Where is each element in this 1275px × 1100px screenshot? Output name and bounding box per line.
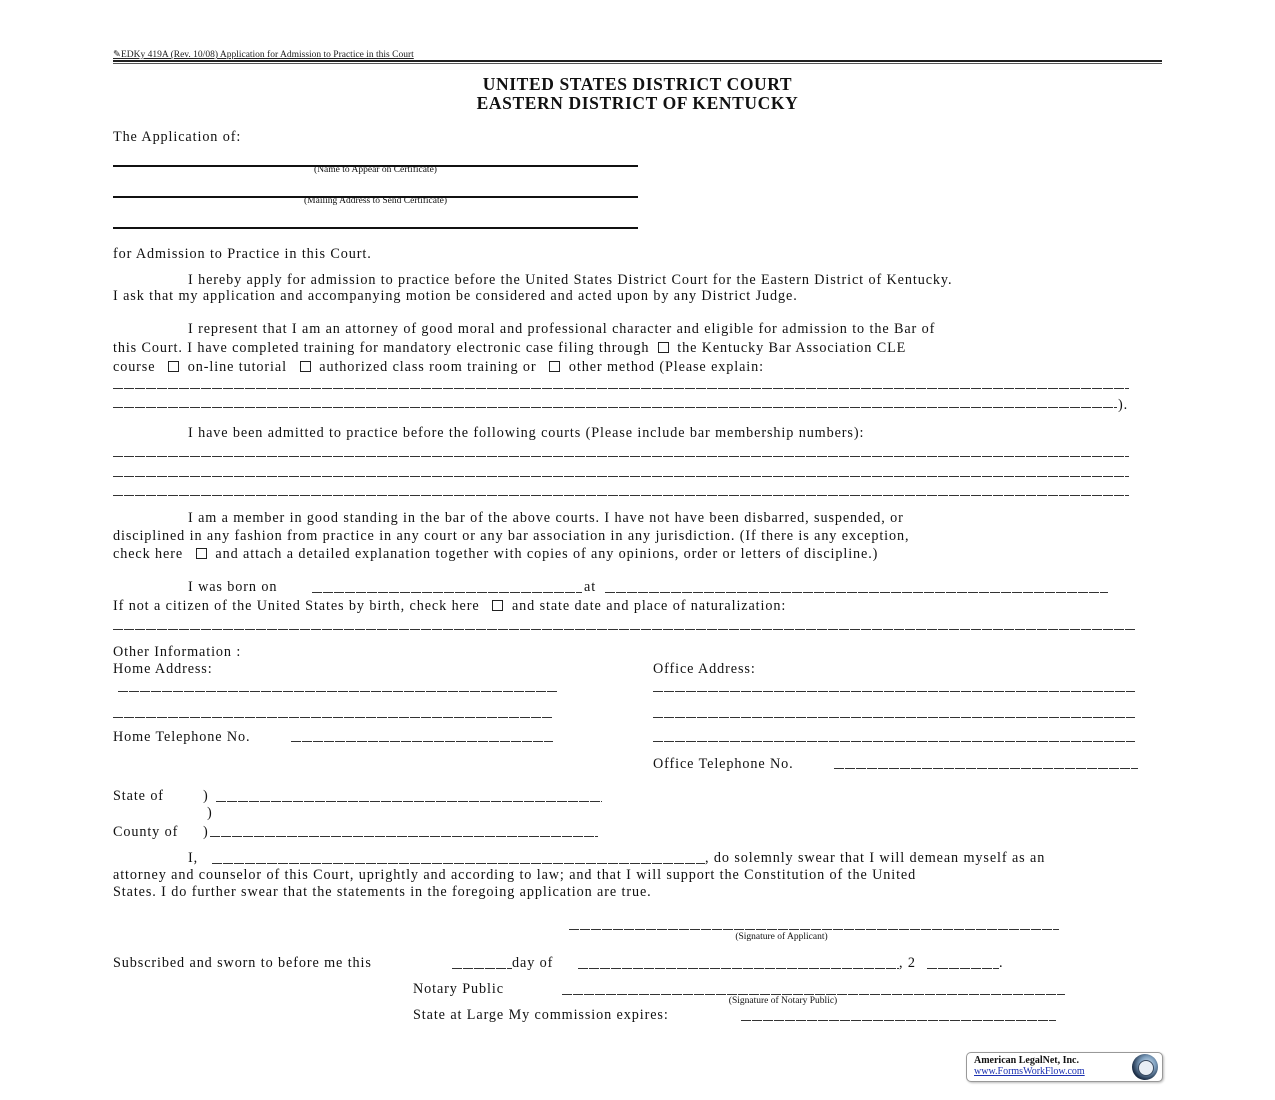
online-tutorial-checkbox[interactable]	[168, 361, 179, 372]
applicant-signature-caption: (Signature of Applicant)	[735, 932, 828, 942]
other-method-checkbox[interactable]	[549, 361, 560, 372]
good-standing-line1: I am a member in good standing in the bar of the above courts. I have not have been disbarred, suspended, or	[188, 510, 904, 526]
subscribed-label: Subscribed and sworn to before me this	[113, 955, 372, 971]
year-field[interactable]	[927, 968, 999, 969]
naturalization-field[interactable]	[113, 629, 1135, 630]
oath-line1-suffix: , do solemnly swear that I will demean myself as an	[705, 850, 1046, 866]
admitted-courts-statement: I have been admitted to practice before the following courts (Please include bar membership numbers):	[188, 425, 865, 441]
paren: )	[207, 805, 213, 821]
apply-statement-line2: I ask that my application and accompanying motion be considered and acted upon by any District Judge.	[113, 288, 798, 304]
name-caption: (Name to Appear on Certificate)	[314, 165, 437, 175]
paren: )	[203, 824, 209, 840]
globe-icon	[1132, 1054, 1158, 1080]
born-at-label: at	[584, 579, 597, 595]
company-url-link[interactable]: www.FormsWorkFlow.com	[974, 1066, 1085, 1077]
admitted-courts-line1[interactable]	[113, 456, 1129, 457]
state-field[interactable]	[216, 801, 602, 802]
paren: )	[203, 788, 209, 804]
year-prefix: , 2	[899, 955, 916, 971]
notary-signature-field[interactable]	[562, 994, 1065, 995]
represent-statement-line2: this Court. I have completed training for mandatory electronic case filing through the Kentucky Bar Association CLE	[113, 340, 907, 356]
header-rule	[113, 60, 1162, 62]
year-suffix: .	[999, 955, 1004, 971]
form-reference: ✎EDKy 419A (Rev. 10/08) Application for Admission to Practice in this Court	[113, 50, 414, 60]
represent-statement-line3: course on-line tutorial authorized class room training or other method (Please explain:	[113, 359, 764, 375]
header-rule-thin	[113, 63, 1162, 64]
home-phone-label: Home Telephone No.	[113, 729, 251, 745]
admitted-courts-line2[interactable]	[113, 476, 1129, 477]
represent-statement-line1: I represent that I am an attorney of good moral and professional character and eligible for admission to the Bar of	[188, 321, 936, 337]
application-intro: The Application of:	[113, 129, 242, 145]
birth-date-field[interactable]	[312, 592, 582, 593]
apply-statement-line1: I hereby apply for admission to practice before the United States District Court for the Eastern District of Kentucky.	[188, 272, 953, 288]
explain-closing: ).	[1118, 397, 1129, 413]
commission-expires-label: State at Large My commission expires:	[413, 1007, 669, 1023]
oath-prefix: I,	[188, 850, 199, 866]
office-address-line2[interactable]	[653, 717, 1135, 718]
commission-expires-field[interactable]	[741, 1020, 1056, 1021]
office-address-line3[interactable]	[653, 741, 1135, 742]
oath-line3: States. I do further swear that the statements in the foregoing application are true.	[113, 884, 652, 900]
discipline-exception-checkbox[interactable]	[196, 548, 207, 559]
day-of-label: day of	[512, 955, 554, 971]
applicant-signature-field[interactable]	[569, 929, 1059, 930]
county-of-label: County of	[113, 824, 179, 840]
born-on-label: I was born on	[188, 579, 278, 595]
office-phone-field[interactable]	[834, 768, 1138, 769]
oath-name-field[interactable]	[212, 863, 705, 864]
notary-signature-caption: (Signature of Notary Public)	[728, 996, 838, 1006]
mailing-caption: (Mailing Address to Send Certificate)	[304, 196, 447, 206]
notary-public-label: Notary Public	[413, 981, 504, 997]
state-of-label: State of	[113, 788, 164, 804]
other-method-explain-line1[interactable]	[113, 388, 1129, 389]
office-address-line1[interactable]	[653, 691, 1135, 692]
good-standing-line2: disciplined in any fashion from practice in any court or any bar association in any jurisdiction. (If there is any exception,	[113, 528, 910, 544]
home-address-label: Home Address:	[113, 661, 213, 677]
day-field[interactable]	[452, 968, 512, 969]
kba-cle-checkbox[interactable]	[658, 342, 669, 353]
court-title-line2: EASTERN DISTRICT OF KENTUCKY	[476, 93, 799, 113]
classroom-training-checkbox[interactable]	[300, 361, 311, 372]
home-address-line2[interactable]	[113, 717, 553, 718]
oath-line2: attorney and counselor of this Court, uprightly and according to law; and that I will support the Constitution of the United	[113, 867, 917, 883]
admitted-courts-line3[interactable]	[113, 495, 1129, 496]
company-name: American LegalNet, Inc.	[974, 1055, 1079, 1066]
office-phone-label: Office Telephone No.	[653, 756, 794, 772]
citizenship-line: If not a citizen of the United States by birth, check here and state date and place of naturalization:	[113, 598, 787, 614]
american-legalnet-logo[interactable]	[966, 1052, 1163, 1082]
not-citizen-checkbox[interactable]	[492, 600, 503, 611]
home-address-line1[interactable]	[118, 691, 558, 692]
application-outro: for Admission to Practice in this Court.	[113, 246, 372, 262]
birth-place-field[interactable]	[605, 592, 1108, 593]
good-standing-line3: check here and attach a detailed explanation together with copies of any opinions, order or letters of discipline.)	[113, 546, 879, 562]
pen-icon: ✎	[113, 50, 121, 60]
other-info-heading: Other Information :	[113, 644, 242, 660]
county-field[interactable]	[210, 836, 598, 837]
other-method-explain-line2[interactable]	[113, 407, 1117, 408]
mailing-address-line2-field[interactable]	[113, 227, 638, 229]
court-title-line1: UNITED STATES DISTRICT COURT	[482, 74, 793, 94]
home-phone-field[interactable]	[291, 741, 553, 742]
office-address-label: Office Address:	[653, 661, 756, 677]
month-field[interactable]	[578, 968, 899, 969]
